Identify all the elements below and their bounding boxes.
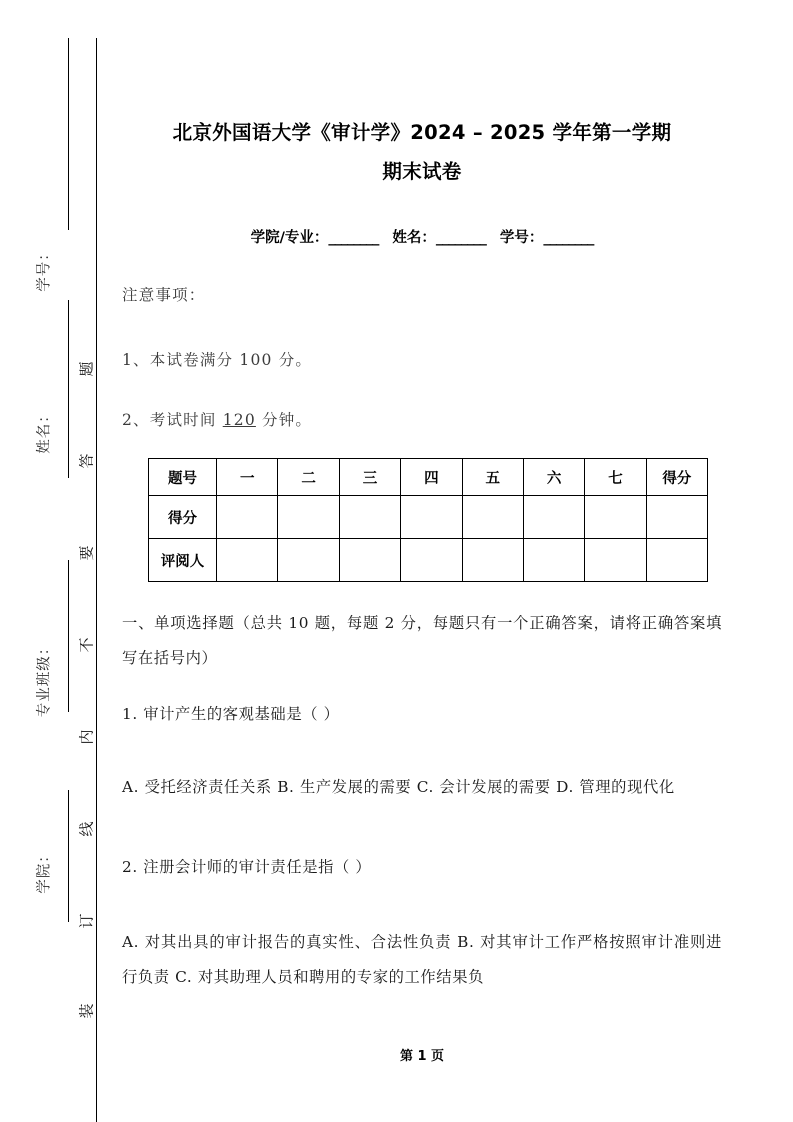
- question-1-stem: 1. 审计产生的客观基础是（ ）: [122, 705, 340, 723]
- score-cell[interactable]: [278, 496, 339, 539]
- score-cell[interactable]: [339, 496, 400, 539]
- seal-char-8: 装: [77, 1002, 96, 1019]
- page-title-line-1: 北京外国语大学《审计学》2024 – 2025 学年第一学期: [172, 121, 672, 144]
- score-cell[interactable]: [217, 496, 278, 539]
- reviewer-cell[interactable]: [646, 539, 707, 582]
- binding-segment-rule-1: [68, 38, 69, 230]
- score-table-header-cell: 六: [523, 459, 584, 496]
- score-table-header-cell: 四: [401, 459, 462, 496]
- seal-char-1: 题: [77, 360, 96, 377]
- score-table-header-cell: 三: [339, 459, 400, 496]
- seal-char-3: 要: [77, 544, 96, 561]
- page-body: [122, 0, 722, 1122]
- score-cell[interactable]: [523, 496, 584, 539]
- college-major-blank[interactable]: ________: [328, 230, 379, 246]
- name-label: 姓名：: [392, 230, 436, 246]
- page-title-line-2: 期末试卷: [382, 160, 462, 183]
- score-row-label: 得分: [149, 496, 217, 539]
- score-cell[interactable]: [401, 496, 462, 539]
- reviewer-cell[interactable]: [462, 539, 523, 582]
- reviewer-cell[interactable]: [585, 539, 646, 582]
- seal-char-5: 内: [77, 728, 96, 745]
- seal-char-6: 线: [77, 820, 96, 837]
- reviewer-cell[interactable]: [523, 539, 584, 582]
- page-title: [122, 113, 722, 191]
- question-2-options[interactable]: A. 对其出具的审计报告的真实性、合法性负责 B. 对其审计工作严格按照审计准则进行负责 C. 对其助理人员和聘用的专家的工作结果负: [122, 933, 722, 986]
- exam-duration-value: 120: [222, 411, 256, 429]
- seal-char-2: 答: [77, 452, 96, 469]
- question-2-stem: 2. 注册会计师的审计责任是指（ ）: [122, 858, 372, 876]
- binding-field-class: 专业班级：: [36, 639, 53, 718]
- score-table-header-cell: 一: [217, 459, 278, 496]
- binding-field-student-id: 学号：: [36, 245, 53, 292]
- score-cell[interactable]: [585, 496, 646, 539]
- page-footer: 第 1 页: [399, 1049, 445, 1064]
- reviewer-cell[interactable]: [217, 539, 278, 582]
- student-id-label: 学号：: [499, 230, 544, 246]
- score-table-header-cell: 五: [462, 459, 523, 496]
- score-table: [148, 458, 708, 582]
- seal-char-7: 订: [77, 912, 96, 929]
- reviewer-cell[interactable]: [339, 539, 400, 582]
- binding-field-name: 姓名：: [36, 407, 53, 454]
- question-1-options[interactable]: A. 受托经济责任关系 B. 生产发展的需要 C. 会计发展的需要 D. 管理的现代化: [122, 778, 675, 796]
- student-id-blank[interactable]: ________: [543, 230, 594, 246]
- reviewer-cell[interactable]: [278, 539, 339, 582]
- seal-char-4: 不: [77, 636, 96, 653]
- reviewer-cell[interactable]: [401, 539, 462, 582]
- score-table-header-cell: 题号: [149, 459, 217, 496]
- note-item-2-prefix: 2、考试时间: [122, 411, 223, 429]
- name-blank[interactable]: ________: [435, 230, 486, 246]
- note-item-2-suffix: 分钟。: [255, 411, 313, 429]
- college-major-label: 学院/专业：: [250, 230, 329, 246]
- table-row: [149, 496, 708, 539]
- binding-margin: [0, 0, 97, 1122]
- score-table-header-cell: 七: [585, 459, 646, 496]
- binding-field-college: 学院：: [36, 847, 53, 894]
- section-1-heading: 一、单项选择题（总共 10 题，每题 2 分，每题只有一个正确答案，请将正确答案填写在括号内）: [122, 614, 722, 667]
- binding-segment-rule-3: [68, 560, 69, 712]
- score-row-label: 评阅人: [149, 539, 217, 582]
- score-cell[interactable]: [646, 496, 707, 539]
- score-table-header-cell: 得分: [646, 459, 707, 496]
- student-info-line: [122, 226, 722, 247]
- score-table-header-row: [149, 459, 708, 496]
- table-row: [149, 539, 708, 582]
- score-cell[interactable]: [462, 496, 523, 539]
- binding-segment-rule-4: [68, 790, 69, 922]
- binding-vertical-rule: [96, 38, 97, 1122]
- note-item-2: [122, 408, 722, 430]
- note-item-1: 1、本试卷满分 100 分。: [122, 351, 313, 369]
- score-table-header-cell: 二: [278, 459, 339, 496]
- binding-segment-rule-2: [68, 300, 69, 478]
- notes-heading: 注意事项：: [122, 286, 206, 304]
